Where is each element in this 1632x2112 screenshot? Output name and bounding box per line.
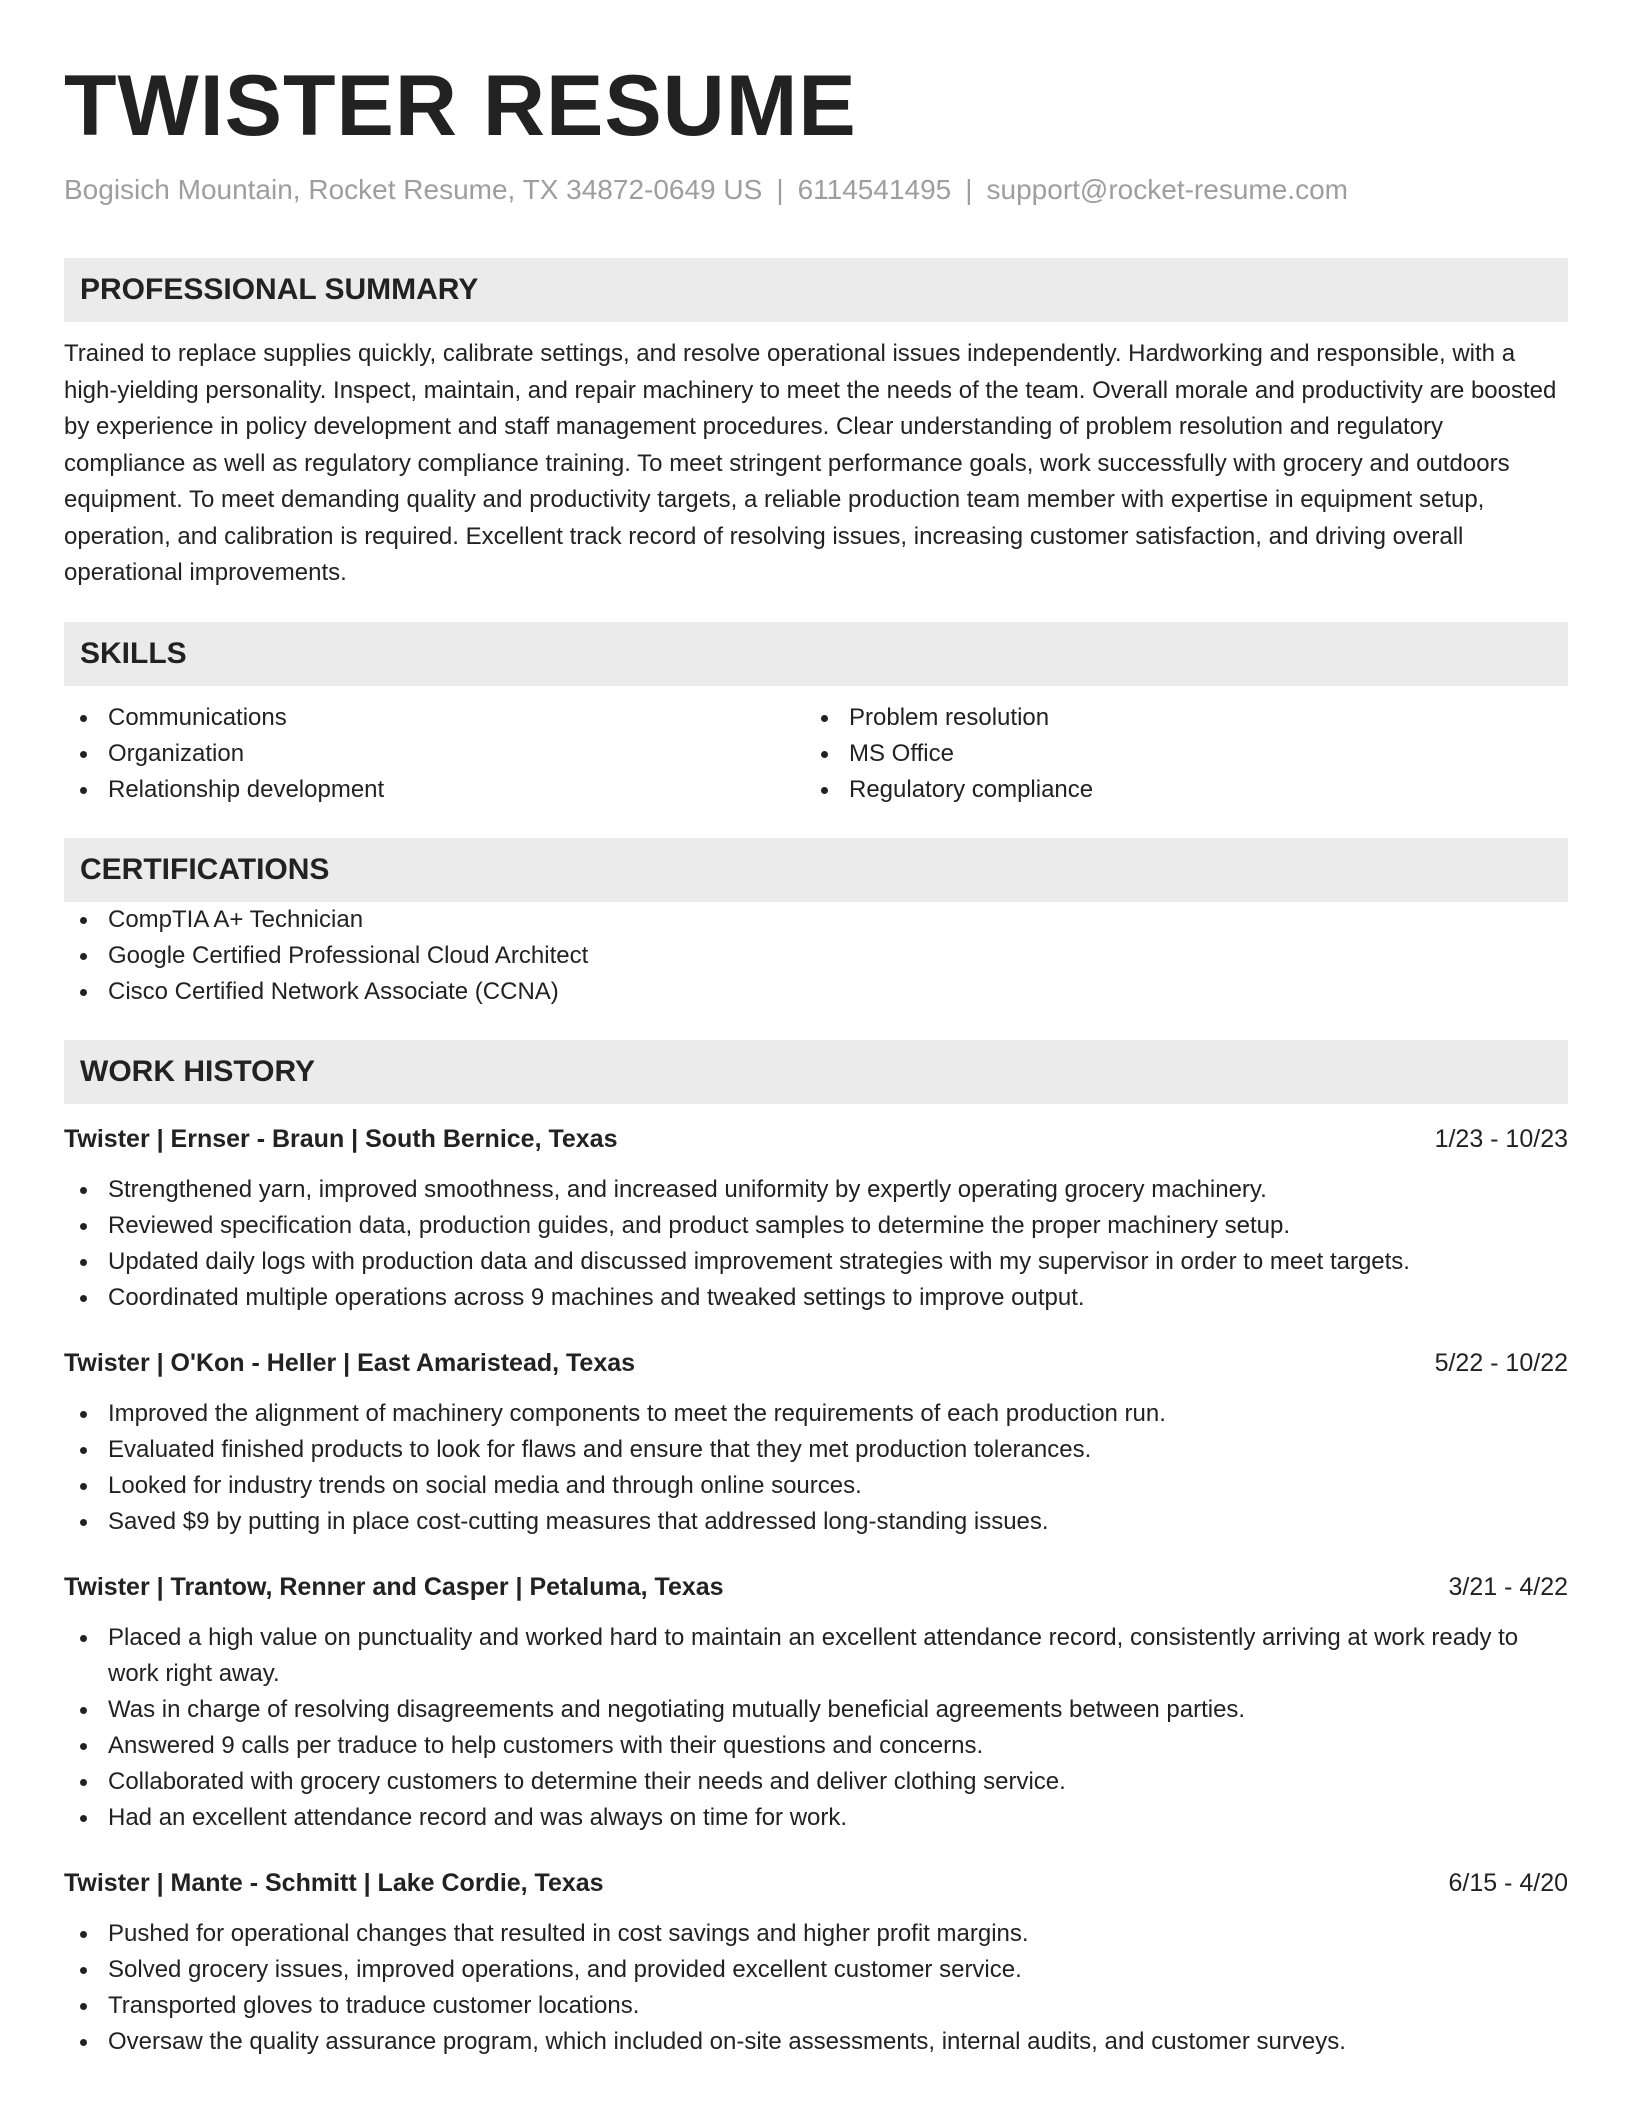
job-header: [64, 1866, 1568, 1900]
job-title: Twister | O'Kon - Heller | East Amaristead, Texas: [64, 1348, 636, 1377]
contact-line: [64, 172, 1568, 208]
job-dates: 6/15 - 4/20: [1448, 1868, 1568, 1897]
certification-item: Cisco Certified Network Associate (CCNA): [64, 974, 1568, 1010]
certification-item: CompTIA A+ Technician: [64, 902, 1568, 938]
job-bullet: Updated daily logs with production data and discussed improvement strategies with my supervisor in order to meet targets.: [64, 1244, 1568, 1280]
contact-email: support@rocket-resume.com: [986, 174, 1348, 205]
job-header: [64, 1570, 1568, 1604]
skill-item: Communications: [64, 700, 805, 736]
job-bullets: [64, 1396, 1568, 1540]
contact-phone: 6114541495: [797, 174, 952, 205]
certifications-heading: CERTIFICATIONS: [64, 838, 1568, 902]
skills-heading: SKILLS: [64, 622, 1568, 686]
candidate-name: TWISTER RESUME: [64, 58, 857, 154]
summary-heading: PROFESSIONAL SUMMARY: [64, 258, 1568, 322]
job-bullet: Oversaw the quality assurance program, which included on-site assessments, internal audits, and customer surveys.: [64, 2024, 1568, 2060]
job-bullet: Improved the alignment of machinery components to meet the requirements of each production run.: [64, 1396, 1568, 1432]
job-bullet: Placed a high value on punctuality and worked hard to maintain an excellent attendance record, consistently arriving at work ready to work right away.: [64, 1620, 1568, 1692]
summary-text: Trained to replace supplies quickly, calibrate settings, and resolve operational issues independently. Hardworking and responsible, with a high-yielding personality. Inspect, maintain, and repair machinery to meet the needs of the team. Overall morale and productivity are boosted by experience in policy development and staff management procedures. Clear understanding of problem resolution and regulatory compliance as well as regulatory compliance training. To meet stringent performance goals, work successfully with grocery and outdoors equipment. To meet demanding quality and productivity targets, a reliable production team member with expertise in equipment setup, operation, and calibration is required. Excellent track record of resolving issues, increasing customer satisfaction, and driving overall operational improvements.: [64, 340, 1557, 586]
job-bullet: Pushed for operational changes that resulted in cost savings and higher profit margins.: [64, 1916, 1568, 1952]
job-bullet: Evaluated finished products to look for flaws and ensure that they met production tolerances.: [64, 1432, 1568, 1468]
job-title: Twister | Ernser - Braun | South Bernice, Texas: [64, 1124, 618, 1153]
job-bullets: [64, 1916, 1568, 2060]
skill-item: Regulatory compliance: [805, 772, 1546, 808]
job-bullet: Saved $9 by putting in place cost-cutting measures that addressed long-standing issues.: [64, 1504, 1568, 1540]
job-bullet: Looked for industry trends on social media and through online sources.: [64, 1468, 1568, 1504]
job-bullets: [64, 1172, 1568, 1316]
skills-right-list: [805, 700, 1546, 808]
job-header: [64, 1122, 1568, 1156]
skills-grid: [64, 700, 1568, 808]
certifications-list: [64, 902, 1568, 1010]
job-bullet: Reviewed specification data, production guides, and product samples to determine the proper machinery setup.: [64, 1208, 1568, 1244]
job-bullet: Transported gloves to traduce customer locations.: [64, 1988, 1568, 2024]
skill-item: MS Office: [805, 736, 1546, 772]
job-bullet: Collaborated with grocery customers to determine their needs and deliver clothing service.: [64, 1764, 1568, 1800]
job-entry: [64, 1570, 1568, 1836]
work-history-heading: WORK HISTORY: [64, 1040, 1568, 1104]
job-title: Twister | Mante - Schmitt | Lake Cordie, Texas: [64, 1868, 604, 1897]
job-bullets: [64, 1620, 1568, 1836]
skill-item: Relationship development: [64, 772, 805, 808]
job-title: Twister | Trantow, Renner and Casper | Petaluma, Texas: [64, 1572, 724, 1601]
skill-item: Problem resolution: [805, 700, 1546, 736]
skill-item: Organization: [64, 736, 805, 772]
job-entry: [64, 1346, 1568, 1540]
contact-separator: |: [965, 174, 973, 205]
contact-separator: |: [776, 174, 784, 205]
job-dates: 3/21 - 4/22: [1448, 1572, 1568, 1601]
contact-address: Bogisich Mountain, Rocket Resume, TX 34872-0649 US: [64, 174, 763, 205]
job-dates: 5/22 - 10/22: [1434, 1348, 1568, 1377]
job-bullet: Had an excellent attendance record and was always on time for work.: [64, 1800, 1568, 1836]
job-bullet: Strengthened yarn, improved smoothness, and increased uniformity by expertly operating grocery machinery.: [64, 1172, 1568, 1208]
job-dates: 1/23 - 10/23: [1434, 1124, 1568, 1153]
certification-item: Google Certified Professional Cloud Architect: [64, 938, 1568, 974]
job-bullet: Solved grocery issues, improved operations, and provided excellent customer service.: [64, 1952, 1568, 1988]
job-bullet: Answered 9 calls per traduce to help customers with their questions and concerns.: [64, 1728, 1568, 1764]
job-header: [64, 1346, 1568, 1380]
job-bullet: Coordinated multiple operations across 9 machines and tweaked settings to improve output.: [64, 1280, 1568, 1316]
skills-left-list: [64, 700, 805, 808]
job-bullet: Was in charge of resolving disagreements and negotiating mutually beneficial agreements between parties.: [64, 1692, 1568, 1728]
job-entry: [64, 1866, 1568, 2060]
job-entry: [64, 1122, 1568, 1316]
